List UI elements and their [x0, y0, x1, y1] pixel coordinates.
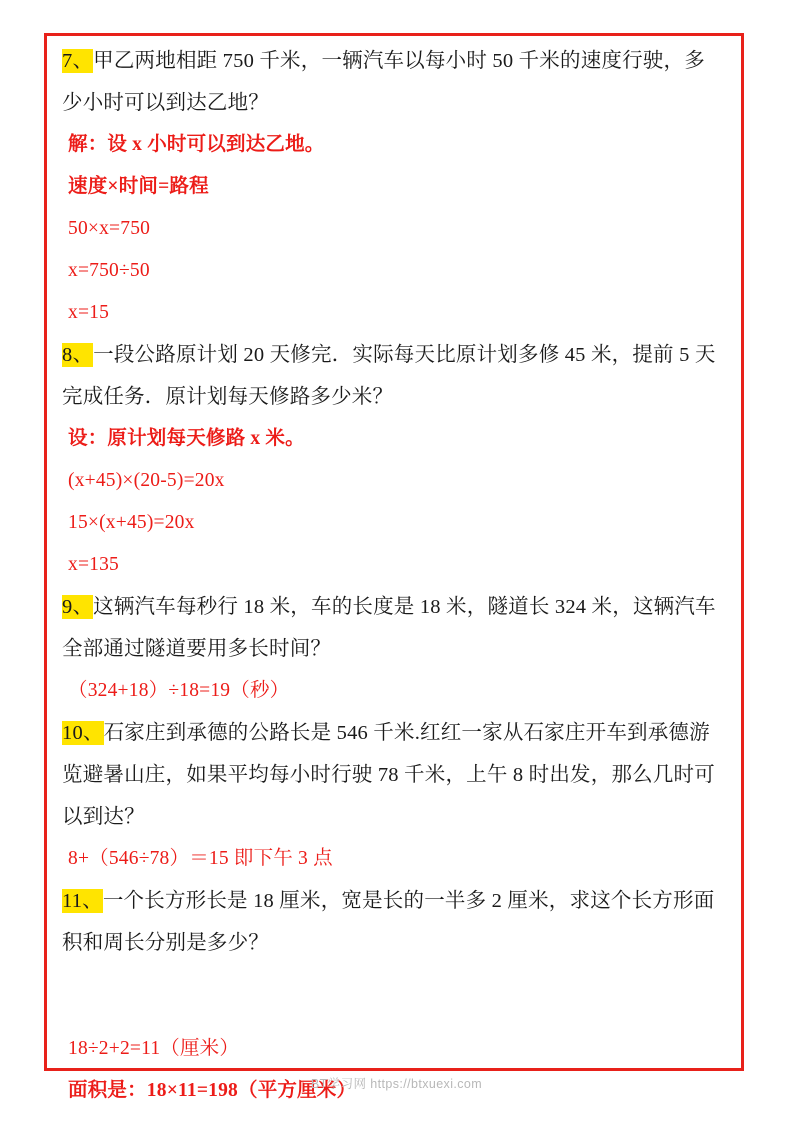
question-number: 9、 — [62, 596, 94, 618]
answer-line: 50×x=750 — [68, 218, 151, 239]
question-block — [62, 586, 720, 670]
answer-line: 设：原计划每天修路 x 米。 — [68, 428, 305, 449]
question-text: 这辆汽车每秒行 18 米，车的长度是 18 米，隧道长 324 米，这辆汽车全部通过隧道要用多长时间？ — [62, 596, 716, 660]
answer-line: 15×(x+45)=20x — [68, 512, 195, 533]
question-text: 一段公路原计划 20 天修完．实际每天比原计划多修 45 米，提前 5 天完成任务．原计划每天修路多少米？ — [62, 344, 716, 408]
answer-line: x=750÷50 — [68, 260, 150, 281]
question-block — [62, 40, 720, 124]
question-number: 8、 — [62, 344, 94, 366]
spacer — [62, 1006, 720, 1028]
question-text: 石家庄到承德的公路长是 546 千米.红红一家从石家庄开车到承德游览避暑山庄，如果平均每小时行驶 78 千米，上午 8 时出发，那么几时可以到达？ — [62, 722, 715, 828]
answer-line: 18÷2+2=11（厘米） — [68, 1038, 240, 1059]
answer-line: （324+18）÷18=19（秒） — [68, 680, 290, 701]
question-text: 甲乙两地相距 750 千米，一辆汽车以每小时 50 千米的速度行驶，多少小时可以到达乙地？ — [62, 50, 705, 114]
question-block — [62, 880, 720, 964]
answer-line: 解：设 x 小时可以到达乙地。 — [68, 134, 325, 155]
answer-line: 8+（546÷78）＝15 即下午 3 点 — [68, 848, 333, 869]
spacer — [62, 964, 720, 1006]
question-number: 10、 — [62, 722, 104, 744]
question-block — [62, 712, 720, 838]
worksheet-content — [62, 40, 734, 1112]
answer-line: x=135 — [68, 554, 119, 575]
answer-line: (x+45)×(20-5)=20x — [68, 470, 225, 491]
answer-line: 速度×时间=路程 — [68, 176, 209, 197]
question-text: 一个长方形长是 18 厘米，宽是长的一半多 2 厘米，求这个长方形面积和周长分别是多少？ — [62, 890, 715, 954]
answer-line: x=15 — [68, 302, 110, 323]
watermark-text: BT学习网 https://btxuexi.com — [310, 1077, 483, 1091]
question-number: 11、 — [62, 890, 103, 912]
question-number: 7、 — [62, 50, 94, 72]
question-block — [62, 334, 720, 418]
answer-line: 面积是：18×11=198（平方厘米） — [68, 1080, 357, 1101]
